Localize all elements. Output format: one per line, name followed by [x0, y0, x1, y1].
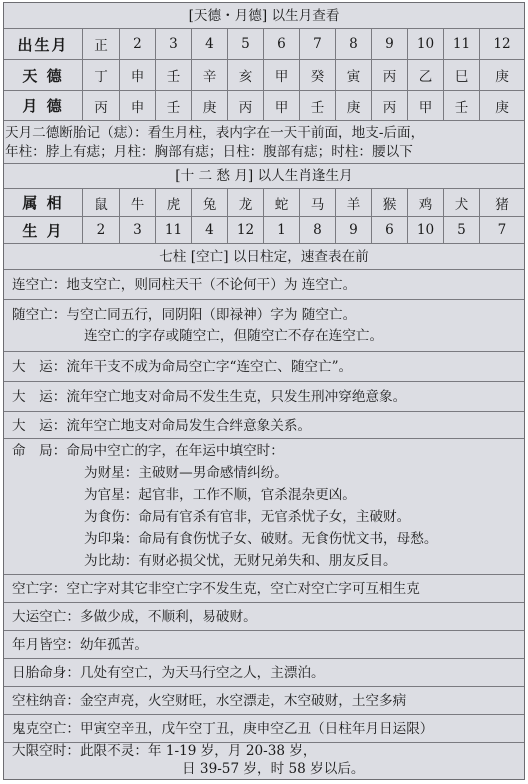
section-text: 连空亡的字存或随空亡，但随空亡不存在连空亡。	[84, 328, 384, 344]
table1-row-yuede	[4, 91, 524, 121]
section-text: 大 运：流年空亡地支对命局发生合绊意象关系。	[12, 418, 312, 434]
table1-row-month	[4, 29, 524, 60]
title-text: [十 二 愁 月] 以人生肖逢生月	[175, 168, 353, 184]
table2-cell: 蛇	[263, 189, 299, 216]
table2-cell: 牛	[119, 189, 155, 216]
table1-cell: 辛	[191, 60, 227, 90]
table1-cell: 申	[119, 91, 155, 120]
section-text: 为官星：起官非，工作不顺，官杀混杂更凶。	[84, 487, 356, 503]
table1-cell: 丙	[227, 91, 263, 120]
table2-cell: 1	[263, 217, 299, 243]
table2-cell: 3	[119, 217, 155, 243]
section-nianyue	[4, 631, 524, 659]
section-text: 日 39-57 岁，时 58 岁以后。	[182, 761, 365, 777]
title-kongwang	[4, 244, 524, 270]
section-text: 空柱纳音：金空声亮，火空财旺，水空漂走，木空破财，土空多病	[12, 693, 407, 709]
table1-cell: 庚	[191, 91, 227, 120]
table2-cell: 猴	[371, 189, 407, 216]
table1-cell: 壬	[155, 91, 191, 120]
table2-cell: 兔	[191, 189, 227, 216]
table1-cell: 4	[191, 29, 227, 59]
table2-cell: 鸡	[407, 189, 443, 216]
table2-cell: 鼠	[82, 189, 119, 216]
table1-cell: 寅	[335, 60, 371, 90]
section-sui-kongwang	[4, 300, 524, 352]
table1-cell: 亥	[227, 60, 263, 90]
title-text: [天德・月德] 以生月查看	[188, 8, 340, 24]
section-dayun-2	[4, 382, 524, 412]
section-lian-kongwang	[4, 270, 524, 300]
table2-cell: 2	[82, 217, 119, 243]
table2-cell: 9	[335, 217, 371, 243]
table2-cell: 5	[443, 217, 479, 243]
table1-cell: 申	[119, 60, 155, 90]
section-text: 日胎命身：几处有空亡，为天马行空之人，主漂泊。	[12, 665, 325, 681]
table2-cell: 马	[299, 189, 335, 216]
title-tiande-yuede	[4, 3, 524, 29]
table1-cell: 庚	[479, 91, 524, 120]
table1-cell: 癸	[299, 60, 335, 90]
section-text: 年月皆空：幼年孤苦。	[12, 637, 148, 653]
section-kongzhu-nayin	[4, 687, 524, 715]
table1-cell: 丙	[371, 91, 407, 120]
table1-head: 月 德	[22, 97, 64, 115]
table2-cell: 6	[371, 217, 407, 243]
table1-cell: 丙	[82, 91, 119, 120]
table1-cell: 2	[119, 29, 155, 59]
table1-head: 天 德	[22, 66, 64, 85]
section-ritai	[4, 659, 524, 687]
section-text: 连空亡：地支空亡，则同柱天干（不论何干）为 连空亡。	[12, 277, 357, 293]
table2-cell: 7	[479, 217, 524, 243]
table1-cell: 10	[407, 29, 443, 59]
table1-cell: 甲	[407, 91, 443, 120]
table1-cell: 丙	[371, 60, 407, 90]
document-table	[3, 2, 525, 780]
table2-head: 生 月	[22, 221, 64, 240]
table2-cell: 虎	[155, 189, 191, 216]
table2-cell: 11	[155, 217, 191, 243]
table1-cell: 11	[443, 29, 479, 59]
table1-cell: 丁	[82, 60, 119, 90]
note-line-1: 天月二德断胎记（痣）：看生月柱，表内字在一天干前面，地支-后面，	[5, 125, 425, 141]
table1-row-tiande	[4, 60, 524, 91]
table1-cell: 巳	[443, 60, 479, 90]
table2-cell: 犬	[443, 189, 479, 216]
table1-cell: 甲	[263, 91, 299, 120]
section-text: 大运空亡：多做少成，不顺利，易破财。	[12, 609, 257, 625]
table1-cell: 甲	[263, 60, 299, 90]
table1-cell: 6	[263, 29, 299, 59]
table1-cell: 5	[227, 29, 263, 59]
section-text: 空亡字：空亡字对其它非空亡字不发生克，空亡对空亡字可互相生克	[12, 581, 420, 597]
title-twelve-months	[4, 164, 524, 189]
table1-cell: 8	[335, 29, 371, 59]
table1-cell: 庚	[335, 91, 371, 120]
table1-cell: 9	[371, 29, 407, 59]
section-text: 随空亡：与空亡同五行，同阴阳（即禄神）字为 随空亡。	[12, 307, 357, 323]
section-dayun-1	[4, 352, 524, 382]
table1-cell: 3	[155, 29, 191, 59]
section-text: 大 运：流年干支不成为命局空亡字“连空亡、随空亡”。	[12, 359, 353, 375]
section-dayun-kongwang	[4, 603, 524, 631]
table1-cell: 壬	[155, 60, 191, 90]
section-mingju	[4, 439, 524, 575]
table2-cell: 龙	[227, 189, 263, 216]
title-text: 七柱 [空亡] 以日柱定，速查表在前	[159, 249, 369, 265]
section-daxian	[4, 743, 524, 779]
table2-cell: 羊	[335, 189, 371, 216]
note-birthmark	[4, 121, 524, 164]
table2-cell: 4	[191, 217, 227, 243]
section-text: 命 局：命局中空亡的字，在年运中填空时：	[12, 443, 284, 459]
section-guike	[4, 715, 524, 743]
table2-cell: 8	[299, 217, 335, 243]
table1-cell: 壬	[443, 91, 479, 120]
section-kongwang-zi	[4, 575, 524, 603]
table2-head: 属 相	[22, 194, 64, 212]
section-text: 为比劫：有财必损父忧，无财兄弟失和、朋友反目。	[84, 553, 397, 569]
section-text: 为印枭：命局有食伤忧子女、破财。无食伤忧文书，母愁。	[84, 531, 438, 547]
table1-cell: 7	[299, 29, 335, 59]
section-dayun-3	[4, 412, 524, 439]
section-text: 大 运：流年空亡地支对命局不发生生克，只发生刑冲穿绝意象。	[12, 389, 407, 405]
table2-cell: 10	[407, 217, 443, 243]
section-text: 鬼克空亡：甲寅空辛丑，戊午空丁丑，庚申空乙丑（日柱年月日运限）	[12, 721, 434, 737]
table2-row-birthmonth	[4, 217, 524, 244]
table1-cell: 乙	[407, 60, 443, 90]
section-text: 为财星：主破财—男命感情纠纷。	[84, 465, 288, 481]
table1-head: 出生月	[17, 35, 69, 54]
table2-cell: 12	[227, 217, 263, 243]
section-text: 大限空时：此限不灵：年 1-19 岁，月 20-38 岁，	[12, 743, 317, 759]
section-text: 为食伤：命局有官杀有官非，无官杀忧子女，主破财。	[84, 509, 411, 525]
table2-cell: 猪	[479, 189, 524, 216]
table1-cell: 庚	[479, 60, 524, 90]
table1-cell: 正	[82, 29, 119, 59]
table2-row-zodiac	[4, 189, 524, 217]
note-line-2: 年柱：脖上有痣；月柱：胸部有痣；日柱：腹部有痣；时柱：腰以下	[5, 144, 413, 160]
table1-cell: 壬	[299, 91, 335, 120]
table1-cell: 12	[479, 29, 524, 59]
